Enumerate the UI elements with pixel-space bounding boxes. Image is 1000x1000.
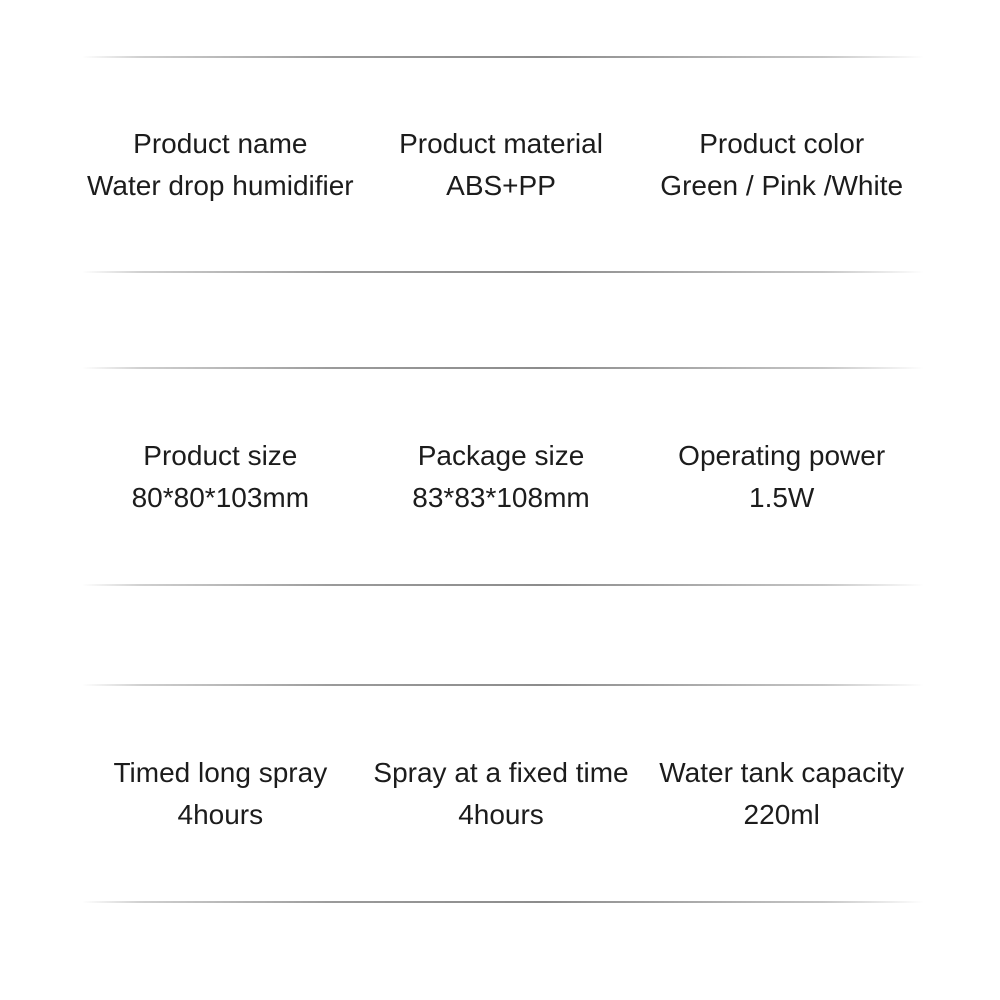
spec-value: 80*80*103mm	[131, 481, 310, 513]
spec-value: 83*83*108mm	[412, 481, 590, 513]
spec-label: Product name	[133, 127, 308, 159]
spec-value: Water drop humidifier	[87, 169, 354, 201]
spec-label: Product material	[399, 127, 603, 159]
spec-label: Product color	[699, 127, 865, 159]
spec-label: Timed long spray	[113, 756, 328, 788]
spec-value: 220ml	[743, 798, 820, 830]
spec-cell-product-name	[80, 123, 361, 207]
spec-label: Operating power	[678, 439, 886, 471]
spec-cell-product-size	[80, 435, 361, 519]
spec-value: 1.5W	[749, 481, 815, 513]
spec-cell-operating-power	[641, 435, 922, 519]
divider-line-4	[82, 584, 924, 586]
spec-label: Spray at a fixed time	[373, 756, 629, 788]
spec-label: Product size	[143, 439, 298, 471]
spec-row-dimensions	[80, 369, 922, 584]
divider-line-6	[82, 901, 924, 903]
spec-cell-spray-fixed-time	[361, 752, 642, 836]
spec-value: Green / Pink /White	[660, 169, 904, 201]
spec-value: 4hours	[177, 798, 264, 830]
spec-cell-package-size	[361, 435, 642, 519]
spec-label: Water tank capacity	[659, 756, 905, 788]
divider-line-2	[82, 271, 924, 273]
spec-row-performance	[80, 686, 922, 901]
spec-cell-timed-long-spray	[80, 752, 361, 836]
spec-cell-water-tank-capacity	[641, 752, 922, 836]
spec-row-basic-info	[80, 58, 922, 271]
spec-label: Package size	[417, 439, 585, 471]
spec-value: ABS+PP	[446, 169, 556, 201]
spec-cell-product-material	[361, 123, 642, 207]
spec-cell-product-color	[641, 123, 922, 207]
spec-value: 4hours	[458, 798, 544, 830]
